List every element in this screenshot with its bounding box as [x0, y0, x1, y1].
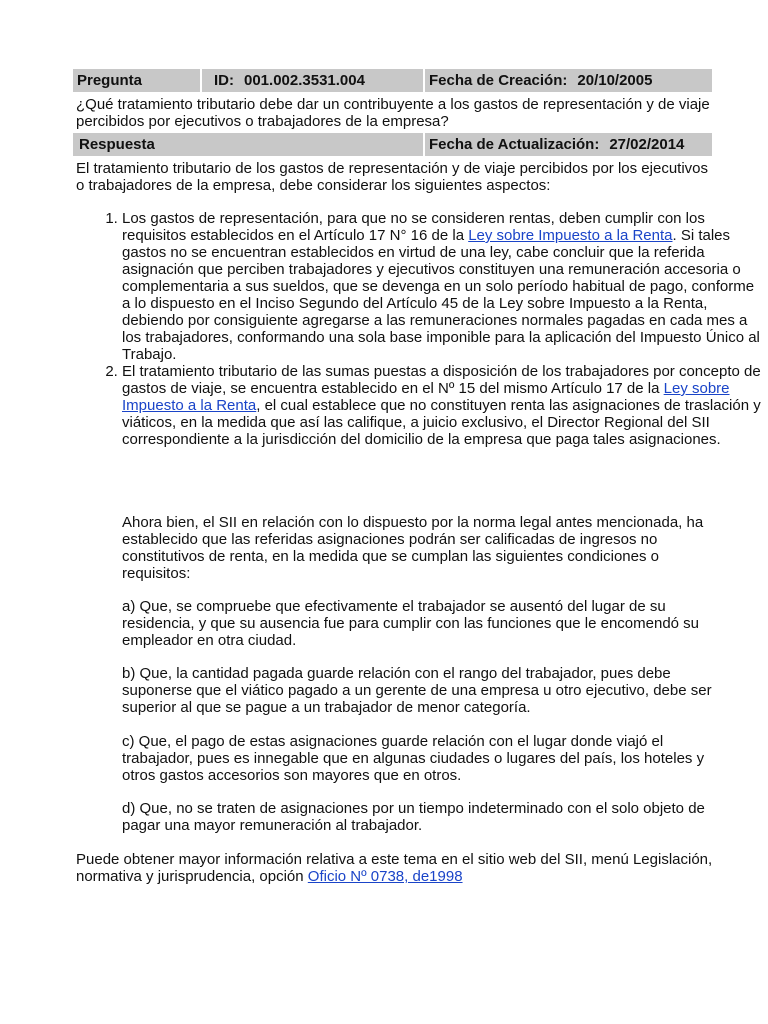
item-text-before: El tratamiento tributario de las sumas puestas a disposición de los trabajadores por concepto de gastos de viaje, se encuentra establecido en el Nº 15 del mismo Artículo 17 de la — [122, 363, 761, 397]
actualizacion-cell — [425, 133, 712, 156]
ley-renta-link[interactable]: Ley sobre Impuesto a la Renta — [468, 227, 673, 244]
condition-c: c) Que, el pago de estas asignaciones guarde relación con el lugar donde viajó el trabajador, pues es innegable que en algunas ciudades o lugares del país, los hoteles y otros gastos accesorios son mayores que en otros. — [122, 733, 705, 784]
ley-renta-link[interactable]: Ley sobre Impuesto a la Renta — [122, 380, 730, 414]
creacion-value: 20/10/2005 — [577, 72, 653, 89]
list-item — [122, 363, 762, 448]
respuesta-label: Respuesta — [73, 133, 425, 156]
list-item — [122, 210, 762, 363]
item-text-after: . Si tales gastos no se encuentran establecidos en virtud de una ley, cabe concluir que la referida asignación que perciben trabajadores y ejecutivos constituyen una remuneración accesoria o complementaria a sus sueldos, que se devenga en un solo período habitual de pago, conforme a lo dispuesto en el Inciso Segundo del Artículo 45 de la Ley sobre Impuesto a la Renta, debiendo por consiguiente agregarse a las remuneraciones normales pagadas en cada mes a los trabajadores, conformando una sola base imponible para la aplicación del Impuesto Único al Trabajo. — [122, 227, 760, 363]
id-label: ID: — [214, 72, 234, 89]
aspects-list — [76, 210, 762, 448]
item-text-before: Los gastos de representación, para que no se consideren rentas, deben cumplir con los requisitos establecidos en el Artículo 17 N° 16 de la — [122, 210, 705, 244]
question-text: ¿Qué tratamiento tributario debe dar un contribuyente a los gastos de representación y de viaje percibidos por ejecutivos o trabajadores de la empresa? — [76, 96, 710, 130]
id-cell — [202, 69, 425, 92]
condition-d: d) Que, no se traten de asignaciones por un tiempo indeterminado con el solo objeto de pagar una mayor remuneración al trabajador. — [122, 800, 705, 834]
question-header-bar — [73, 69, 712, 92]
answer-intro: El tratamiento tributario de los gastos de representación y de viaje percibidos por los ejecutivos o trabajadores de la empresa, debe considerar los siguientes aspectos: — [76, 160, 709, 194]
ahora-paragraph: Ahora bien, el SII en relación con lo dispuesto por la norma legal antes mencionada, ha establecido que las referidas asignaciones podrán ser calificadas de ingresos no constitutivos de renta, en la medida que se cumplan las siguientes condiciones o requisitos: — [122, 514, 704, 582]
oficio-link[interactable]: Oficio Nº 0738, de1998 — [307, 868, 463, 885]
footer-paragraph — [76, 851, 716, 885]
condition-a: a) Que, se compruebe que efectivamente el trabajador se ausentó del lugar de su residencia, y que su ausencia fue para cumplir con las funciones que le encomendó su empleador en otra ciudad. — [122, 598, 700, 649]
footer-text: Puede obtener mayor información relativa a este tema en el sitio web del SII, menú Legislación, normativa y jurisprudencia, opción — [76, 851, 713, 885]
creacion-cell — [425, 69, 712, 92]
actualizacion-label: Fecha de Actualización: — [429, 136, 600, 153]
id-value: 001.002.3531.004 — [244, 72, 365, 89]
item-text-after: , el cual establece que no constituyen renta las asignaciones de traslación y viáticos, en la medida que así las califique, a juicio exclusivo, el Director Regional del SII correspondiente a la jurisdicción del domicilio de la empresa que paga tales asignaciones. — [122, 397, 761, 448]
pregunta-label: Pregunta — [73, 69, 202, 92]
actualizacion-value: 27/02/2014 — [609, 136, 685, 153]
answer-header-bar — [73, 133, 712, 156]
creacion-label: Fecha de Creación: — [429, 72, 568, 89]
condition-b: b) Que, la cantidad pagada guarde relación con el rango del trabajador, pues debe suponerse que el viático pagado a un gerente de una empresa u otro ejecutivo, debe ser superior al que se pague a un trabajador de menor categoría. — [122, 665, 712, 716]
